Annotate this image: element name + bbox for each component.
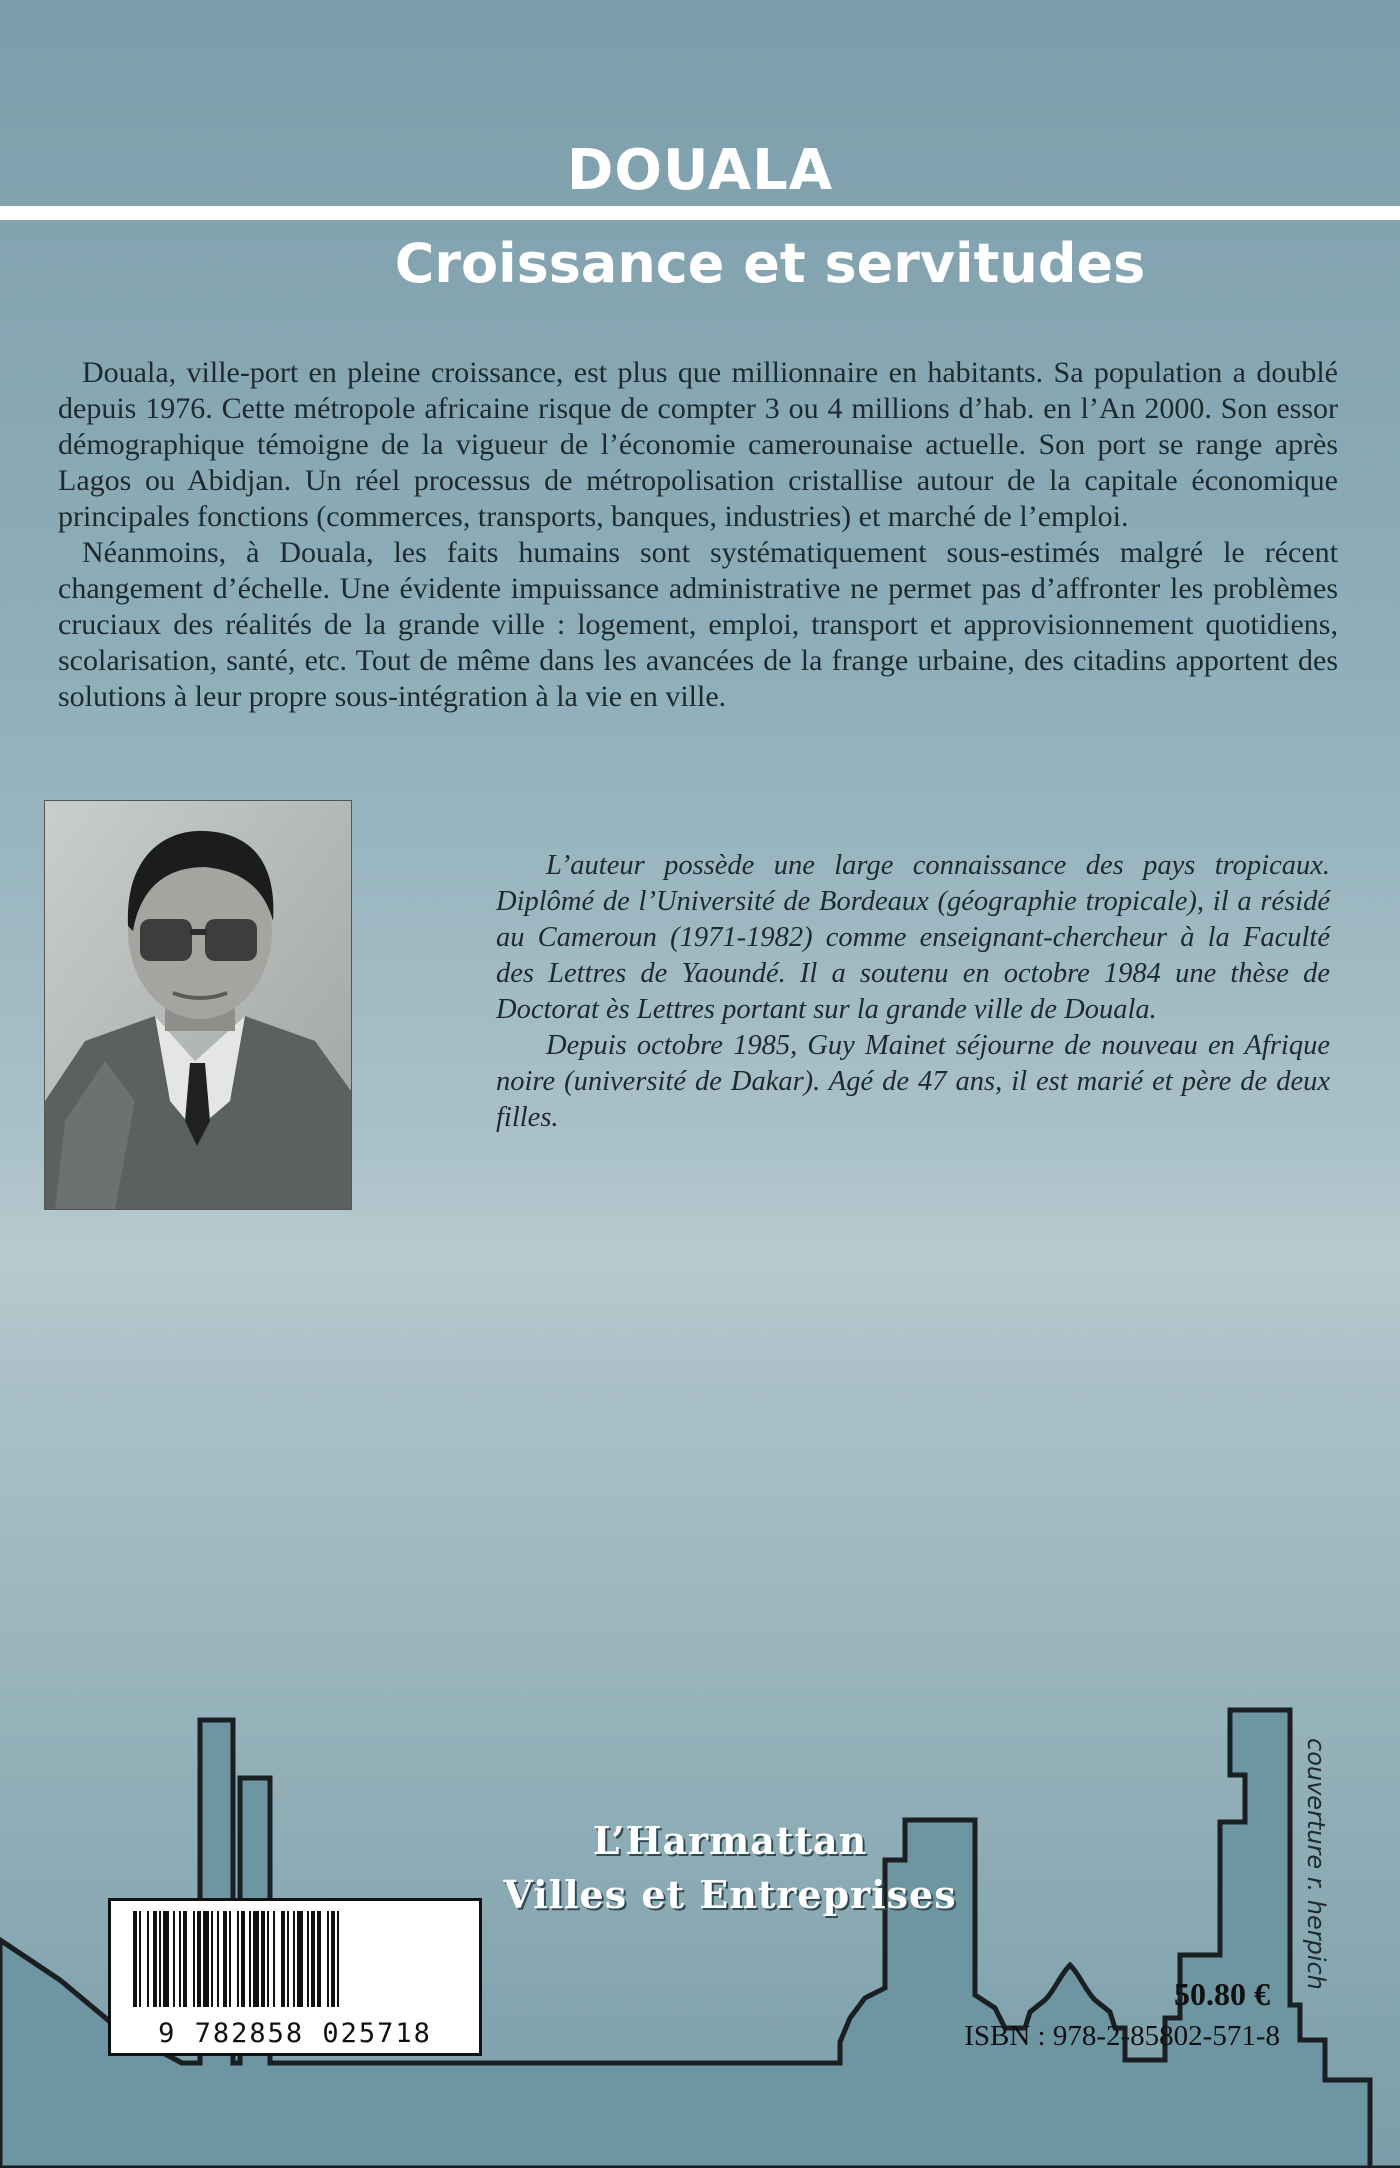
- barcode-bar: [249, 1911, 251, 2007]
- barcode-bar: [317, 1911, 321, 2007]
- barcode-bar: [287, 1911, 289, 2007]
- barcode-bar: [153, 1911, 157, 2007]
- barcode-bar: [139, 1911, 141, 2007]
- barcode-bar: [311, 1911, 315, 2007]
- book-title: DOUALA: [566, 138, 834, 203]
- series-name: Villes et Entreprises: [503, 1872, 957, 1917]
- barcode-bar: [163, 1911, 169, 2007]
- barcode-bar: [297, 1911, 303, 2007]
- barcode-bar: [173, 1911, 175, 2007]
- barcode-bars: [111, 1907, 479, 2019]
- summary-text: [58, 355, 1338, 715]
- barcode-bar: [179, 1911, 181, 2007]
- barcode-bar: [147, 1911, 149, 2007]
- barcode-bar: [337, 1911, 339, 2007]
- barcode-bar: [293, 1911, 295, 2007]
- price: 50.80 €: [1174, 1976, 1270, 2012]
- summary-paragraph: Douala, ville-port en pleine croissance, est plus que millionnaire en habitants. Sa population a doublé depuis 1976. Cette métropole africaine risque de compter 3 ou 4 millions d’hab. en l’An 2000. Son essor démographique témoigne de la vigueur de l’économie camerounaise actuelle. Son port se range après Lagos ou Abidjan. Un réel processus de métropolisation cristallise autour de la capitale économique principales fonctions (commerces, transports, banques, industries) et marché de l’emploi.: [58, 356, 1338, 533]
- barcode-bar: [193, 1911, 195, 2007]
- barcode-bar: [273, 1911, 275, 2007]
- author-bio-paragraph: L’auteur possède une large connaissance des pays tropicaux. Diplômé de l’Université de Bordeaux (géographie tropicale), il a résidé au Cameroun (1971-1982) comme enseignant-chercheur à la Faculté des Lettres de Yaoundé. Il a soutenu en octobre 1984 une thèse de Doctorat ès Lettres portant sur la grande ville de Douala.: [496, 850, 1330, 1025]
- barcode-bar: [133, 1911, 137, 2007]
- author-portrait-image: [45, 801, 351, 1209]
- author-photo: [44, 800, 352, 1210]
- cover-credit: couverture r. herpich: [1302, 1738, 1330, 1990]
- barcode-bar: [281, 1911, 285, 2007]
- barcode-bar: [217, 1911, 219, 2007]
- barcode-bar: [211, 1911, 213, 2007]
- barcode-bar: [267, 1911, 269, 2007]
- publisher-name: L’Harmattan: [592, 1818, 868, 1863]
- isbn: ISBN : 978-2-85802-571-8: [964, 2020, 1280, 2052]
- barcode-bar: [253, 1911, 259, 2007]
- barcode-bar: [197, 1911, 201, 2007]
- barcode-bar: [159, 1911, 161, 2007]
- barcode-bar: [237, 1911, 239, 2007]
- barcode-bar: [203, 1911, 209, 2007]
- barcode-bar: [183, 1911, 187, 2007]
- author-bio: [496, 848, 1330, 1136]
- title-divider: [0, 206, 1400, 220]
- barcode-bar: [331, 1911, 335, 2007]
- barcode-number: 9 782858 025718: [158, 2018, 432, 2049]
- barcode-bar: [223, 1911, 227, 2007]
- barcode-bar: [241, 1911, 245, 2007]
- barcode: [108, 1898, 482, 2056]
- barcode-bar: [229, 1911, 231, 2007]
- barcode-bar: [327, 1911, 329, 2007]
- barcode-bar: [307, 1911, 309, 2007]
- book-subtitle: Croissance et servitudes: [394, 232, 1146, 295]
- summary-paragraph: Néanmoins, à Douala, les faits humains sont systématiquement sous-estimés malgré le récent changement d’échelle. Une évidente impuissance administrative ne permet pas d’affronter les problèmes cruciaux des réalités de la grande ville : logement, emploi, transport et approvisionnement quotidiens, scolarisation, santé, etc. Tout de même dans les avancées de la frange urbaine, des citadins apportent des solutions à leur propre sous-intégration à la vie en ville.: [58, 536, 1338, 713]
- barcode-bar: [261, 1911, 265, 2007]
- author-bio-paragraph: Depuis octobre 1985, Guy Mainet séjourne de nouveau en Afrique noire (université de Dakar). Agé de 47 ans, il est marié et père de deux filles.: [496, 1030, 1330, 1133]
